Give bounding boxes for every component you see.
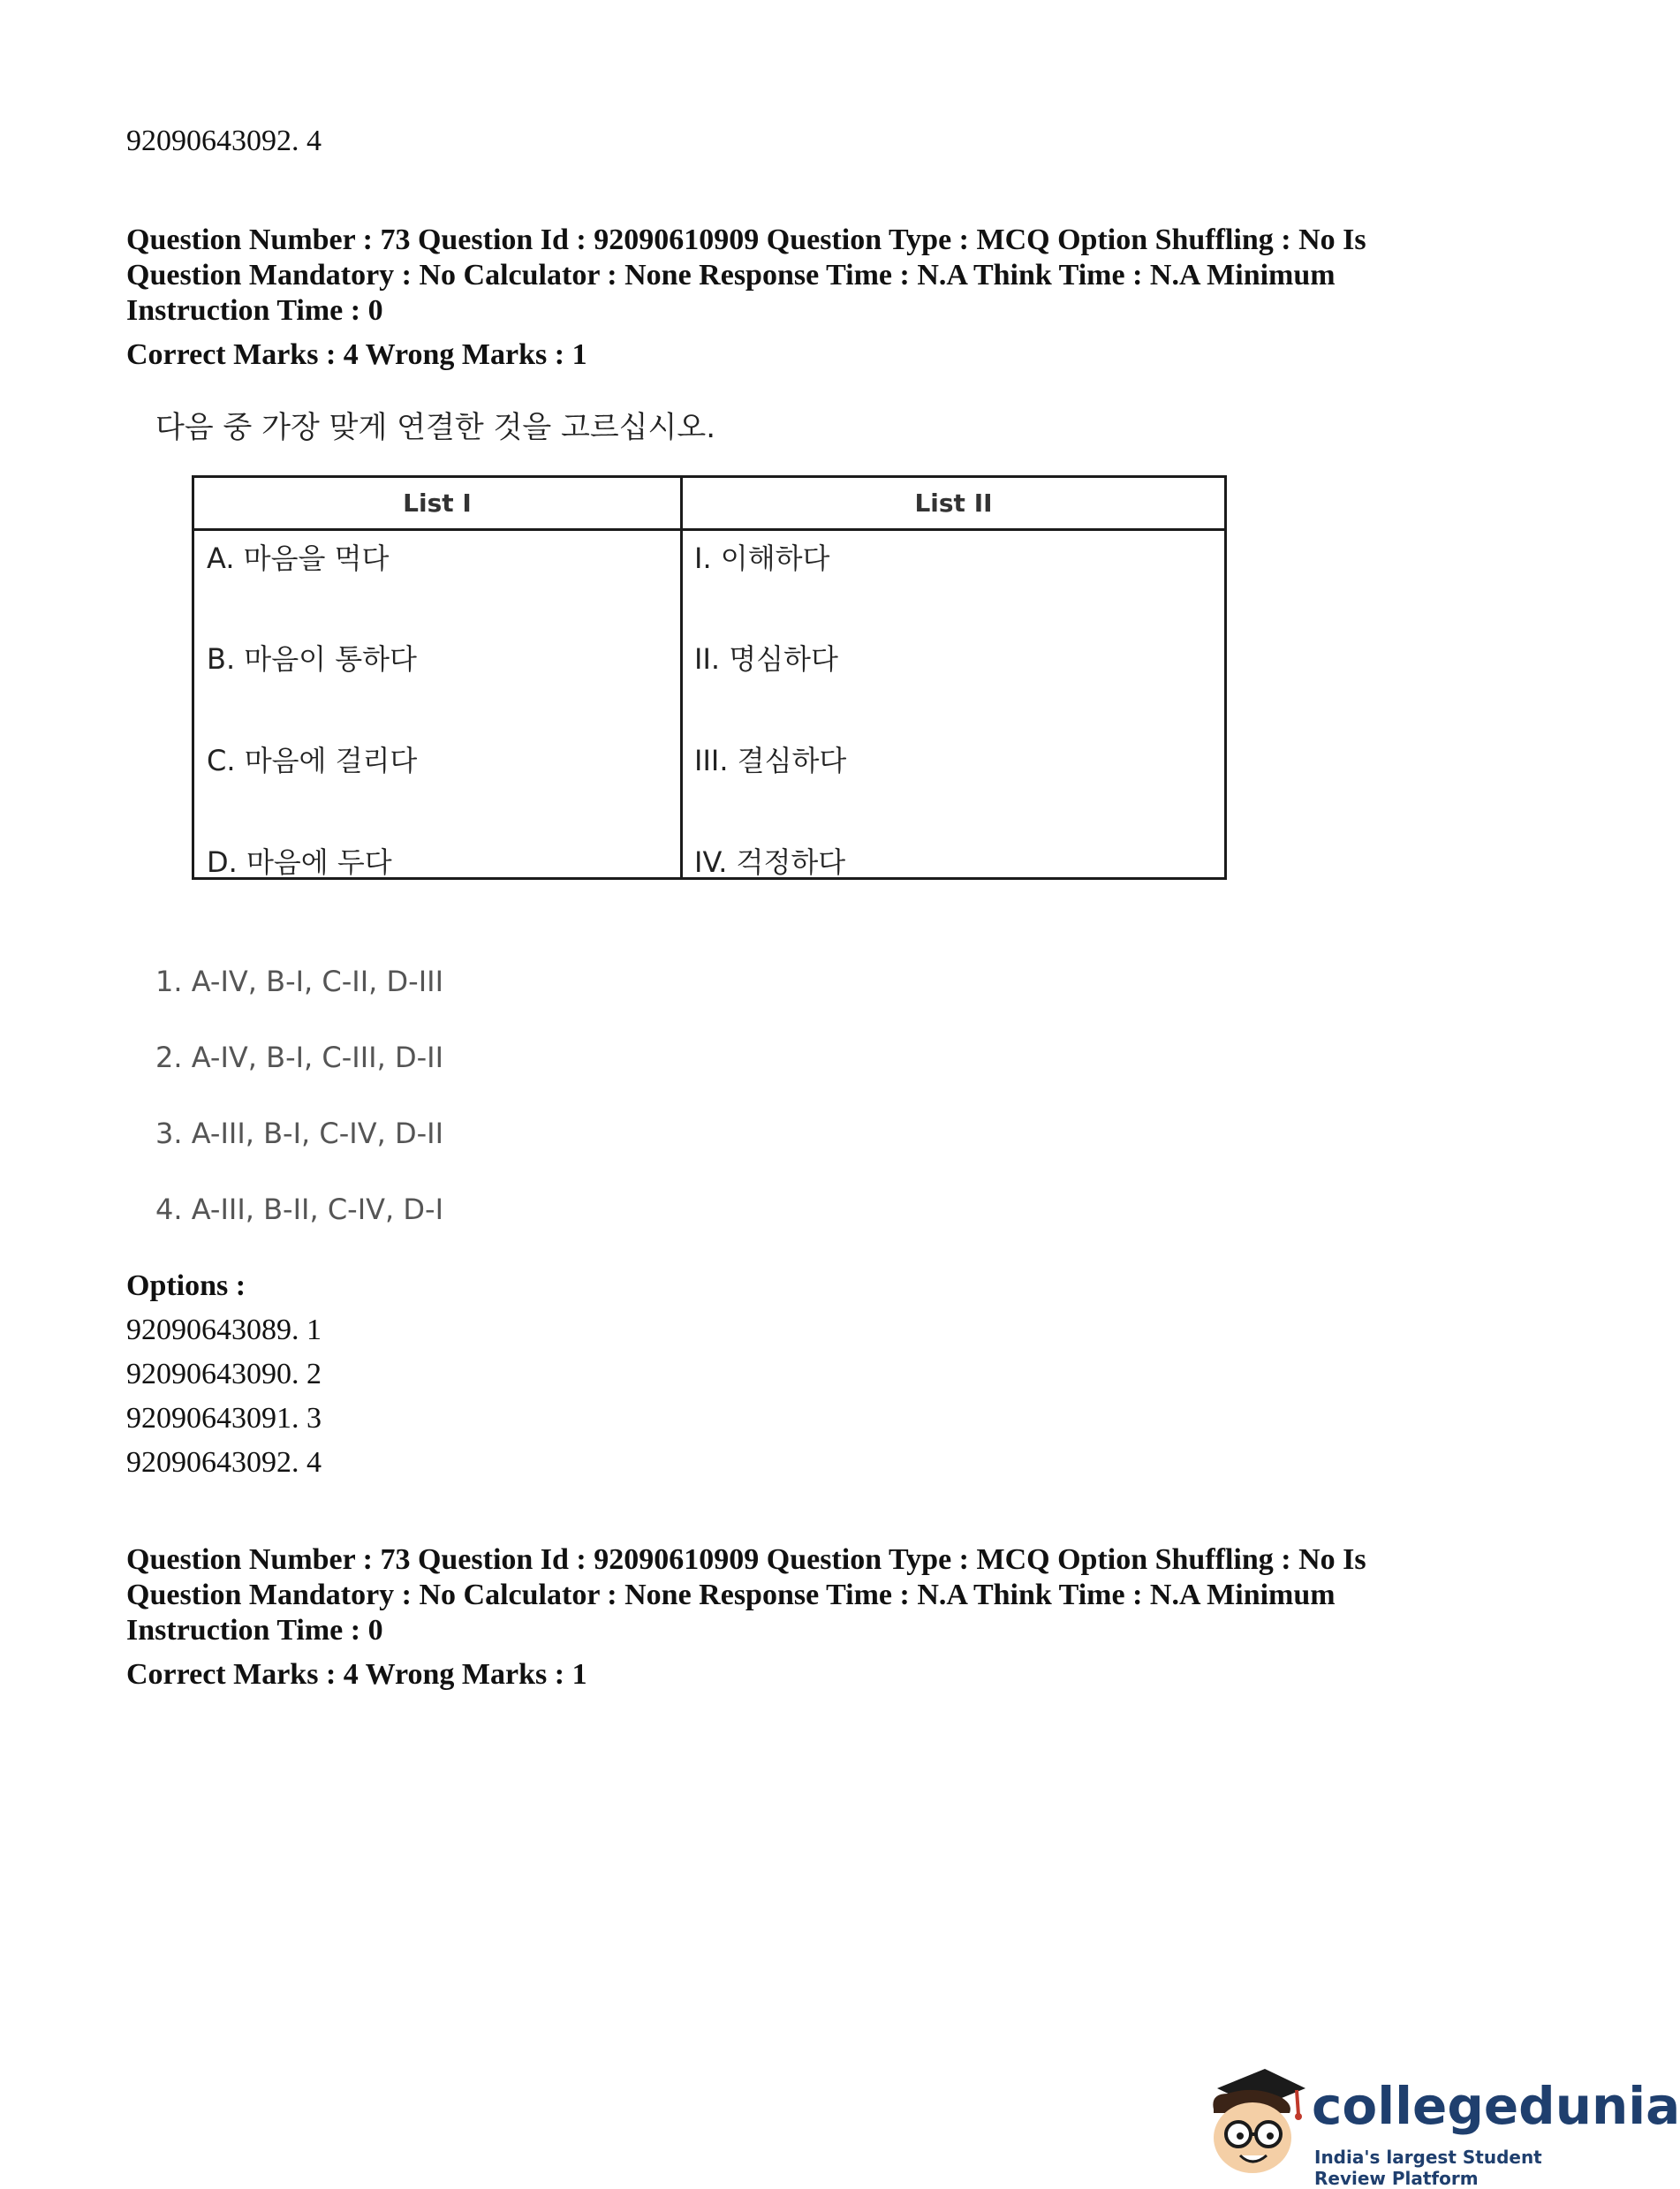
question-header	[126, 223, 1366, 373]
question-header-2-line-2: Question Mandatory : No Calculator : None Response Time : N.A Think Time : N.A Minimum	[126, 1579, 1336, 1611]
question-header-2-line-1: Question Number : 73 Question Id : 92090610909 Question Type : MCQ Option Shuffling : No Is	[126, 1543, 1366, 1576]
question-header-line-2: Question Mandatory : No Calculator : None Response Time : N.A Think Time : N.A Minimum	[126, 259, 1336, 292]
list-1-item-a: A. 마음을 먹다	[207, 542, 390, 575]
choice-4: 4. A-III, B-II, C-IV, D-I	[155, 1193, 443, 1226]
question-marks: Correct Marks : 4 Wrong Marks : 1	[126, 338, 587, 371]
list-2-header: List II	[683, 478, 1224, 531]
choice-3: 3. A-III, B-I, C-IV, D-II	[155, 1117, 443, 1150]
question-header-line-1: Question Number : 73 Question Id : 92090610909 Question Type : MCQ Option Shuffling : No Is	[126, 223, 1366, 256]
option-4: 92090643092. 4	[126, 1446, 322, 1479]
table-divider	[680, 478, 683, 877]
choice-2: 2. A-IV, B-I, C-III, D-II	[155, 1041, 443, 1074]
list-1-item-b: B. 마음이 통하다	[207, 642, 417, 676]
options-block	[126, 1269, 322, 1481]
options-label: Options :	[126, 1269, 246, 1302]
list-2-item-iv: IV. 걱정하다	[694, 845, 846, 879]
previous-answer-line: 92090643092. 4	[126, 125, 322, 157]
list-2-item-iii: III. 결심하다	[694, 744, 847, 777]
collegedunia-logo	[1201, 2058, 1680, 2189]
list-2-item-i: I. 이해하다	[694, 542, 830, 575]
list-2-item-ii: II. 명심하다	[694, 642, 838, 676]
option-1: 92090643089. 1	[126, 1314, 322, 1346]
list-1-header: List I	[194, 478, 680, 531]
option-3: 92090643091. 3	[126, 1402, 322, 1435]
logo-tagline: India's largest Student Review Platform	[1314, 2147, 1542, 2189]
option-2: 92090643090. 2	[126, 1358, 322, 1390]
choice-1: 1. A-IV, B-I, C-II, D-III	[155, 965, 443, 998]
list-1-item-d: D. 마음에 두다	[207, 845, 392, 879]
logo-wordmark: collegedunia	[1312, 2076, 1680, 2136]
mascot-icon	[1201, 2058, 1316, 2182]
question-header-line-3: Instruction Time : 0	[126, 294, 383, 327]
question-2-marks: Correct Marks : 4 Wrong Marks : 1	[126, 1658, 587, 1691]
list-1-item-c: C. 마음에 걸리다	[207, 744, 418, 777]
question-header-2	[126, 1542, 1366, 1693]
match-table	[192, 475, 1227, 880]
question-header-2-line-3: Instruction Time : 0	[126, 1614, 383, 1647]
question-stem: 다음 중 가장 맞게 연결한 것을 고르십시오.	[155, 410, 715, 445]
